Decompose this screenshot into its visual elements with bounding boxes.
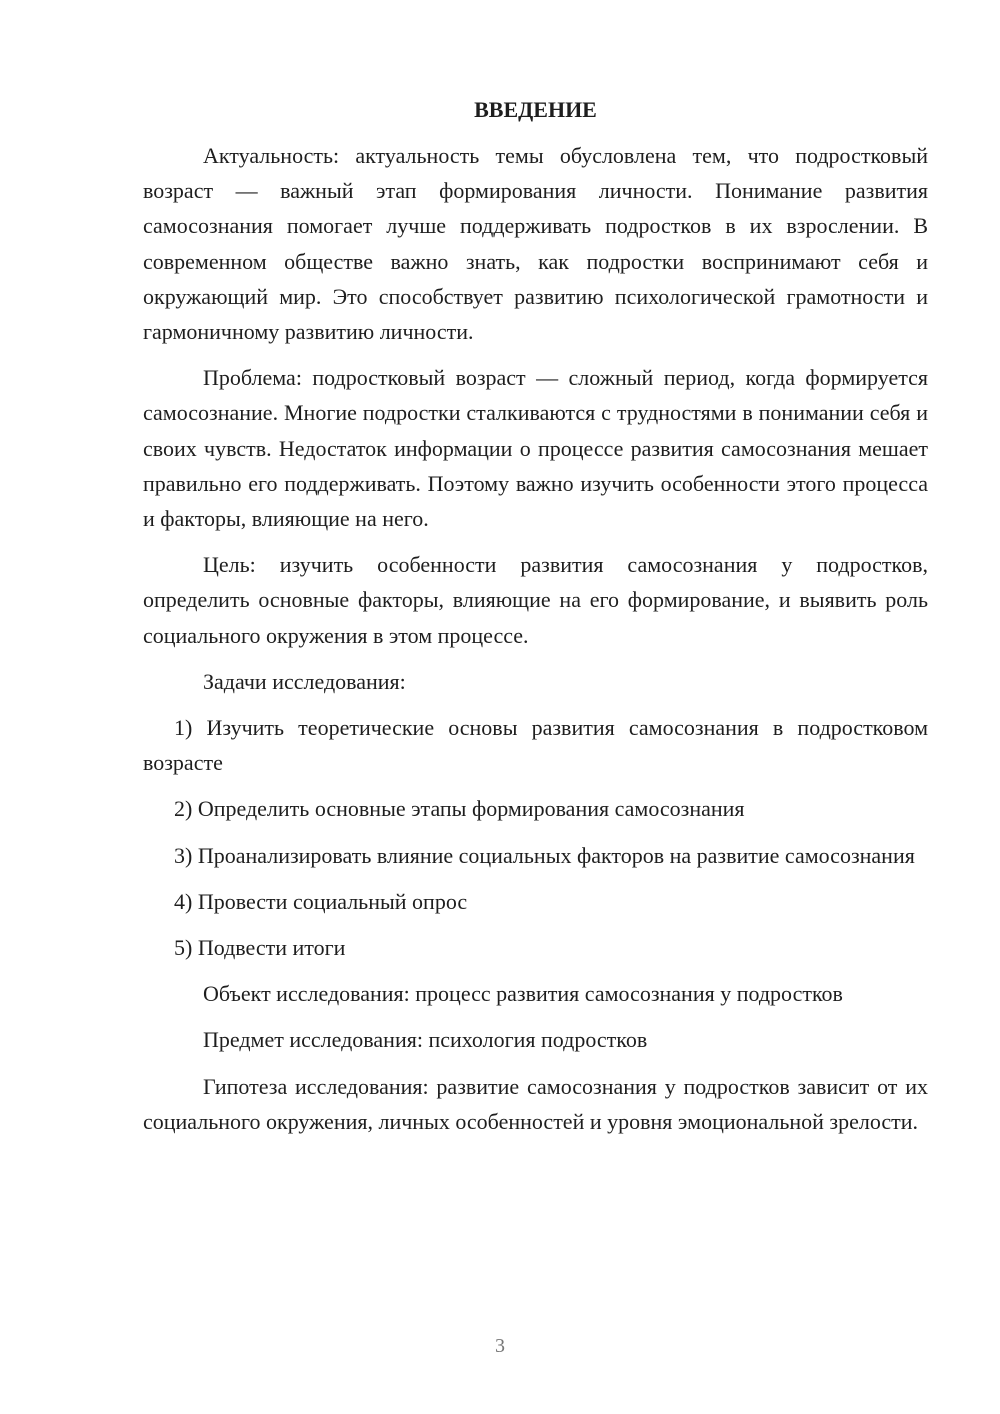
- relevance-paragraph: Актуальность: актуальность темы обусловлена тем, что подростковый возраст — важный этап формирования личности. Понимание развития самосознания помогает лучше поддерживать подростков в их взрослении. В современном обществе важно знать, как подростки воспринимают себя и окружающий мир. Это способствует развитию психологической грамотности и гармоничному развитию личности.: [143, 143, 928, 345]
- tasks-heading: Задачи исследования:: [203, 668, 406, 694]
- hypothesis-paragraph: Гипотеза исследования: развитие самосознания у подростков зависит от их социального окружения, личных особенностей и уровня эмоциональной зрелости.: [143, 1073, 928, 1134]
- task-item-1: 1) Изучить теоретические основы развития самосознания в подростковом возрасте: [143, 715, 928, 776]
- document-page: [143, 94, 928, 1150]
- task-item-4: 4) Провести социальный опрос: [174, 888, 468, 914]
- subject-paragraph: Предмет исследования: психология подростков: [203, 1027, 648, 1053]
- task-item-5: 5) Подвести итоги: [174, 935, 346, 961]
- task-item-2: 2) Определить основные этапы формирования самосознания: [174, 796, 745, 822]
- problem-paragraph: Проблема: подростковый возраст — сложный период, когда формируется самосознание. Многие подростки сталкиваются с трудностями в понимании себя и своих чувств. Недостаток информации о процессе развития самосознания мешает правильно его поддерживать. Поэтому важно изучить особенности этого процесса и факторы, влияющие на него.: [143, 365, 928, 532]
- page-number: 3: [495, 1335, 505, 1357]
- page-title: ВВЕДЕНИЕ: [474, 97, 597, 122]
- task-item-3: 3) Проанализировать влияние социальных факторов на развитие самосознания: [174, 842, 915, 868]
- goal-paragraph: Цель: изучить особенности развития самосознания у подростков, определить основные факторы, влияющие на его формирование, и выявить роль социального окружения в этом процессе.: [143, 552, 928, 648]
- object-paragraph: Объект исследования: процесс развития самосознания у подростков: [203, 981, 843, 1007]
